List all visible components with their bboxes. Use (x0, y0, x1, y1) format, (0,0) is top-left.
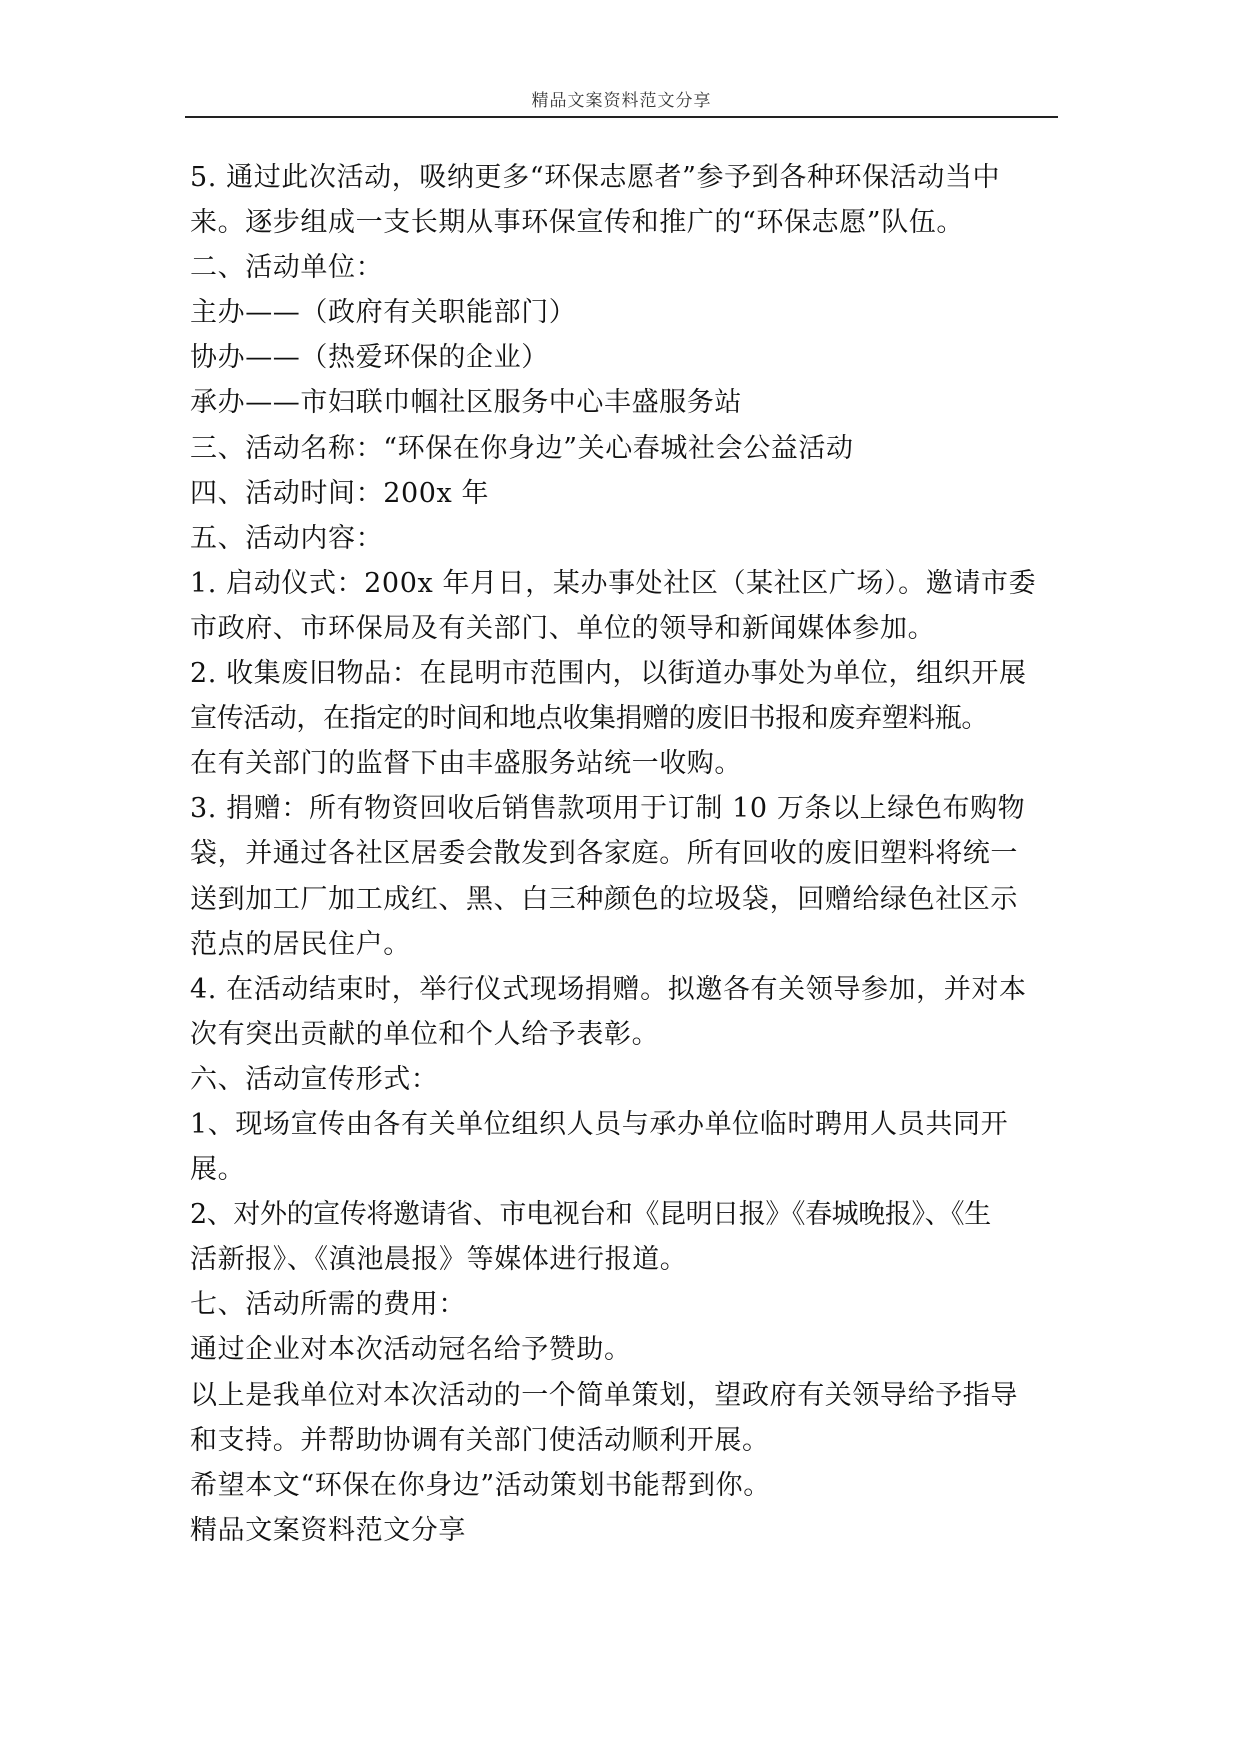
text-line: 次有突出贡献的单位和个人给予表彰。 (190, 1018, 660, 1050)
text-line: 1. 启动仪式：200x 年月日，某办事处社区（某社区广场）。邀请市委 (190, 567, 1037, 599)
text-line: 市政府、市环保局及有关部门、单位的领导和新闻媒体参加。 (190, 612, 936, 644)
text-line: 在有关部门的监督下由丰盛服务站统一收购。 (190, 748, 742, 780)
text-line: 展。 (190, 1154, 246, 1186)
text-line: 袋，并通过各社区居委会散发到各家庭。所有回收的废旧塑料将统一 (190, 838, 1018, 870)
document-body (190, 155, 1060, 1553)
text-line: 2. 收集废旧物品：在昆明市范围内，以街道办事处为单位，组织开展 (190, 658, 1027, 690)
text-line: 协办——（热爱环保的企业） (190, 342, 549, 374)
text-line: 1、现场宣传由各有关单位组织人员与承办单位临时聘用人员共同开 (190, 1108, 1009, 1140)
text-line: 5. 通过此次活动，吸纳更多“环保志愿者”参予到各种环保活动当中 (190, 162, 1001, 193)
section-heading: 三、活动名称：“环保在你身边”关心春城社会公益活动 (190, 432, 854, 464)
text-line: 来。逐步组成一支长期从事环保宣传和推广的“环保志愿”队伍。 (190, 207, 965, 239)
section-heading: 六、活动宣传形式： (190, 1063, 439, 1095)
text-line: 以上是我单位对本次活动的一个简单策划，望政府有关领导给予指导 (190, 1379, 1018, 1411)
header-title: 精品文案资料范文分享 (531, 91, 712, 111)
text-line: 主办——（政府有关职能部门） (190, 297, 577, 329)
text-line: 范点的居民住户。 (190, 928, 411, 960)
text-line: 通过企业对本次活动冠名给予赞助。 (190, 1334, 632, 1366)
text-line: 4. 在活动结束时，举行仪式现场捐赠。拟邀各有关领导参加，并对本 (190, 973, 1027, 1005)
text-line: 宣传活动，在指定的时间和地点收集捐赠的废旧书报和废弃塑料瓶。 (190, 703, 988, 735)
text-line: 活新报》、《滇池晨报》等媒体进行报道。 (190, 1244, 688, 1276)
footer-text: 精品文案资料范文分享 (190, 1514, 466, 1546)
section-heading: 二、活动单位： (190, 252, 384, 284)
text-line: 希望本文“环保在你身边”活动策划书能帮到你。 (190, 1469, 771, 1501)
text-line: 3. 捐赠：所有物资回收后销售款项用于订制 10 万条以上绿色布购物 (190, 793, 1026, 825)
page-header (185, 86, 1058, 118)
text-line: 2、对外的宣传将邀请省、市电视台和《昆明日报》《春城晚报》、《生 (190, 1199, 991, 1231)
text-line: 和支持。并帮助协调有关部门使活动顺利开展。 (190, 1424, 770, 1456)
text-line: 送到加工厂加工成红、黑、白三种颜色的垃圾袋，回赠给绿色社区示 (190, 883, 1018, 915)
section-heading: 七、活动所需的费用： (190, 1289, 466, 1321)
section-heading: 五、活动内容： (190, 522, 384, 554)
text-line: 承办——市妇联巾帼社区服务中心丰盛服务站 (190, 387, 742, 419)
section-heading: 四、活动时间：200x 年 (190, 477, 490, 509)
